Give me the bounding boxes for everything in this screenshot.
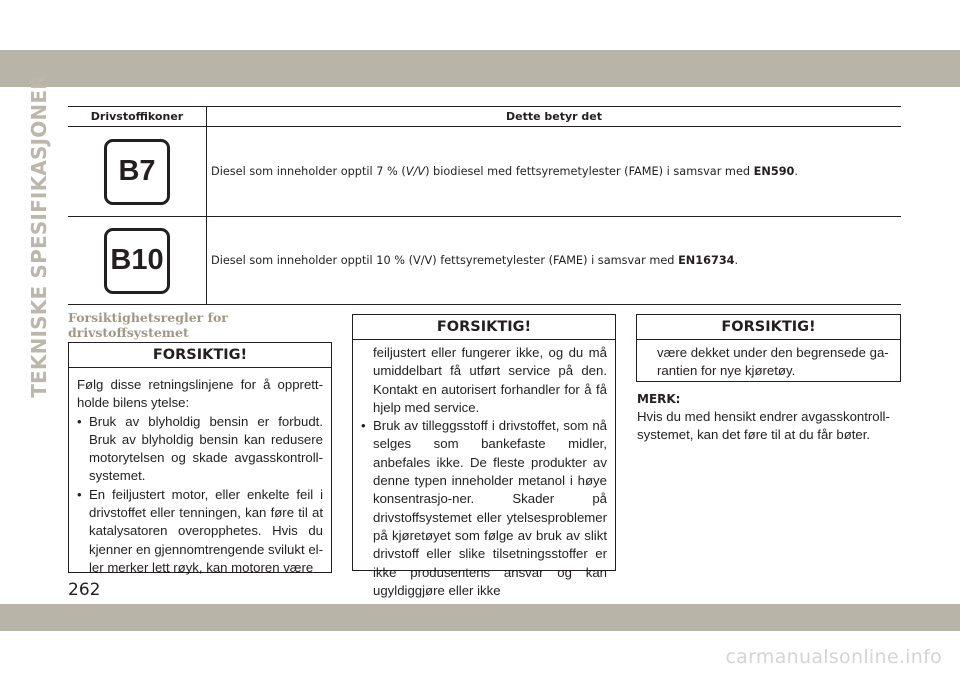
- fuel-icons-table: [68, 106, 901, 305]
- caution-body: [353, 340, 615, 600]
- table-header-meaning: Dette betyr det: [207, 107, 902, 127]
- caution-title: FORSIKTIG!: [69, 343, 331, 368]
- bottom-decor-band: [0, 604, 960, 631]
- b7-fuel-icon: B7: [104, 139, 170, 205]
- caution-box-3: [636, 314, 901, 382]
- table-cell-description: Diesel som inneholder opptil 7 % (V/V) biodiesel med fettsyremetylester (FAME) i samsvar med EN590.: [207, 127, 902, 217]
- table-header-row: [68, 107, 901, 127]
- table-row: [68, 217, 901, 305]
- caution-continuation: feiljustert eller fungerer ikke, og du må umiddelbart få utført service på den. Kontakt en autorisert forhandler for å få hjelp med service.: [373, 345, 607, 415]
- caution-box-1: [68, 342, 332, 573]
- top-decor-band: [0, 50, 960, 87]
- caution-body: [637, 340, 900, 381]
- caution-title: FORSIKTIG!: [637, 315, 900, 340]
- b10-fuel-icon: B10: [104, 228, 170, 294]
- caution-continuation: være dekket under den begrensede ga-rantien for nye kjøretøy.: [657, 345, 889, 379]
- table-cell-icon: [68, 127, 207, 217]
- note-text: Hvis du med hensikt endrer avgasskontroll-systemet, kan det føre til at du får bøter.: [637, 409, 890, 443]
- list-item: • Bruk av tilleggsstoff i drivstoffet, som nå selges som bankefaste midler, anbefales ikke. De fleste produkter av denne typen inneholder metanol i høye konsentrasjo-ner. Skader på drivstoffsystemet eller ytelsesproblemer på kjøretøyet som følge av bruk av slikt drivstoff eller slike tilsetningsstoffer er ikke produsentens ansvar og kan ugyldiggjøre eller ikke: [361, 418, 607, 598]
- list-item: • En feiljustert motor, eller enkelte feil i drivstoffet eller tenningen, kan føre til at katalysatoren overopphetes. Hvis du kjenner en gjennomtrengende svilukt el-ler merker lett røyk, kan motoren være: [77, 486, 323, 575]
- section-heading: Forsiktighetsregler for drivstoffsystemet: [68, 310, 228, 340]
- note-label: MERK:: [637, 392, 681, 406]
- caution-intro: Følg disse retningslinjene for å opprett-holde bilens ytelse:: [77, 377, 323, 411]
- list-item: • Bruk av blyholdig bensin er forbudt. Bruk av blyholdig bensin kan redusere motorytelsen og skade avgasskontroll-systemet.: [77, 413, 323, 484]
- caution-box-2: [352, 314, 616, 598]
- watermark-text: carmanualsonline.info: [725, 646, 942, 668]
- page-number: 262: [68, 580, 101, 600]
- table-header-icons: Drivstoffikoner: [68, 107, 207, 127]
- side-chapter-title: TEKNISKE SPESIFIKASJONER: [27, 74, 52, 398]
- caution-title: FORSIKTIG!: [353, 315, 615, 340]
- table-row: [68, 127, 901, 217]
- table-cell-description: Diesel som inneholder opptil 10 % (V/V) fettsyremetylester (FAME) i samsvar med EN16734.: [207, 217, 902, 305]
- caution-body: [69, 368, 331, 577]
- table-cell-icon: [68, 217, 207, 305]
